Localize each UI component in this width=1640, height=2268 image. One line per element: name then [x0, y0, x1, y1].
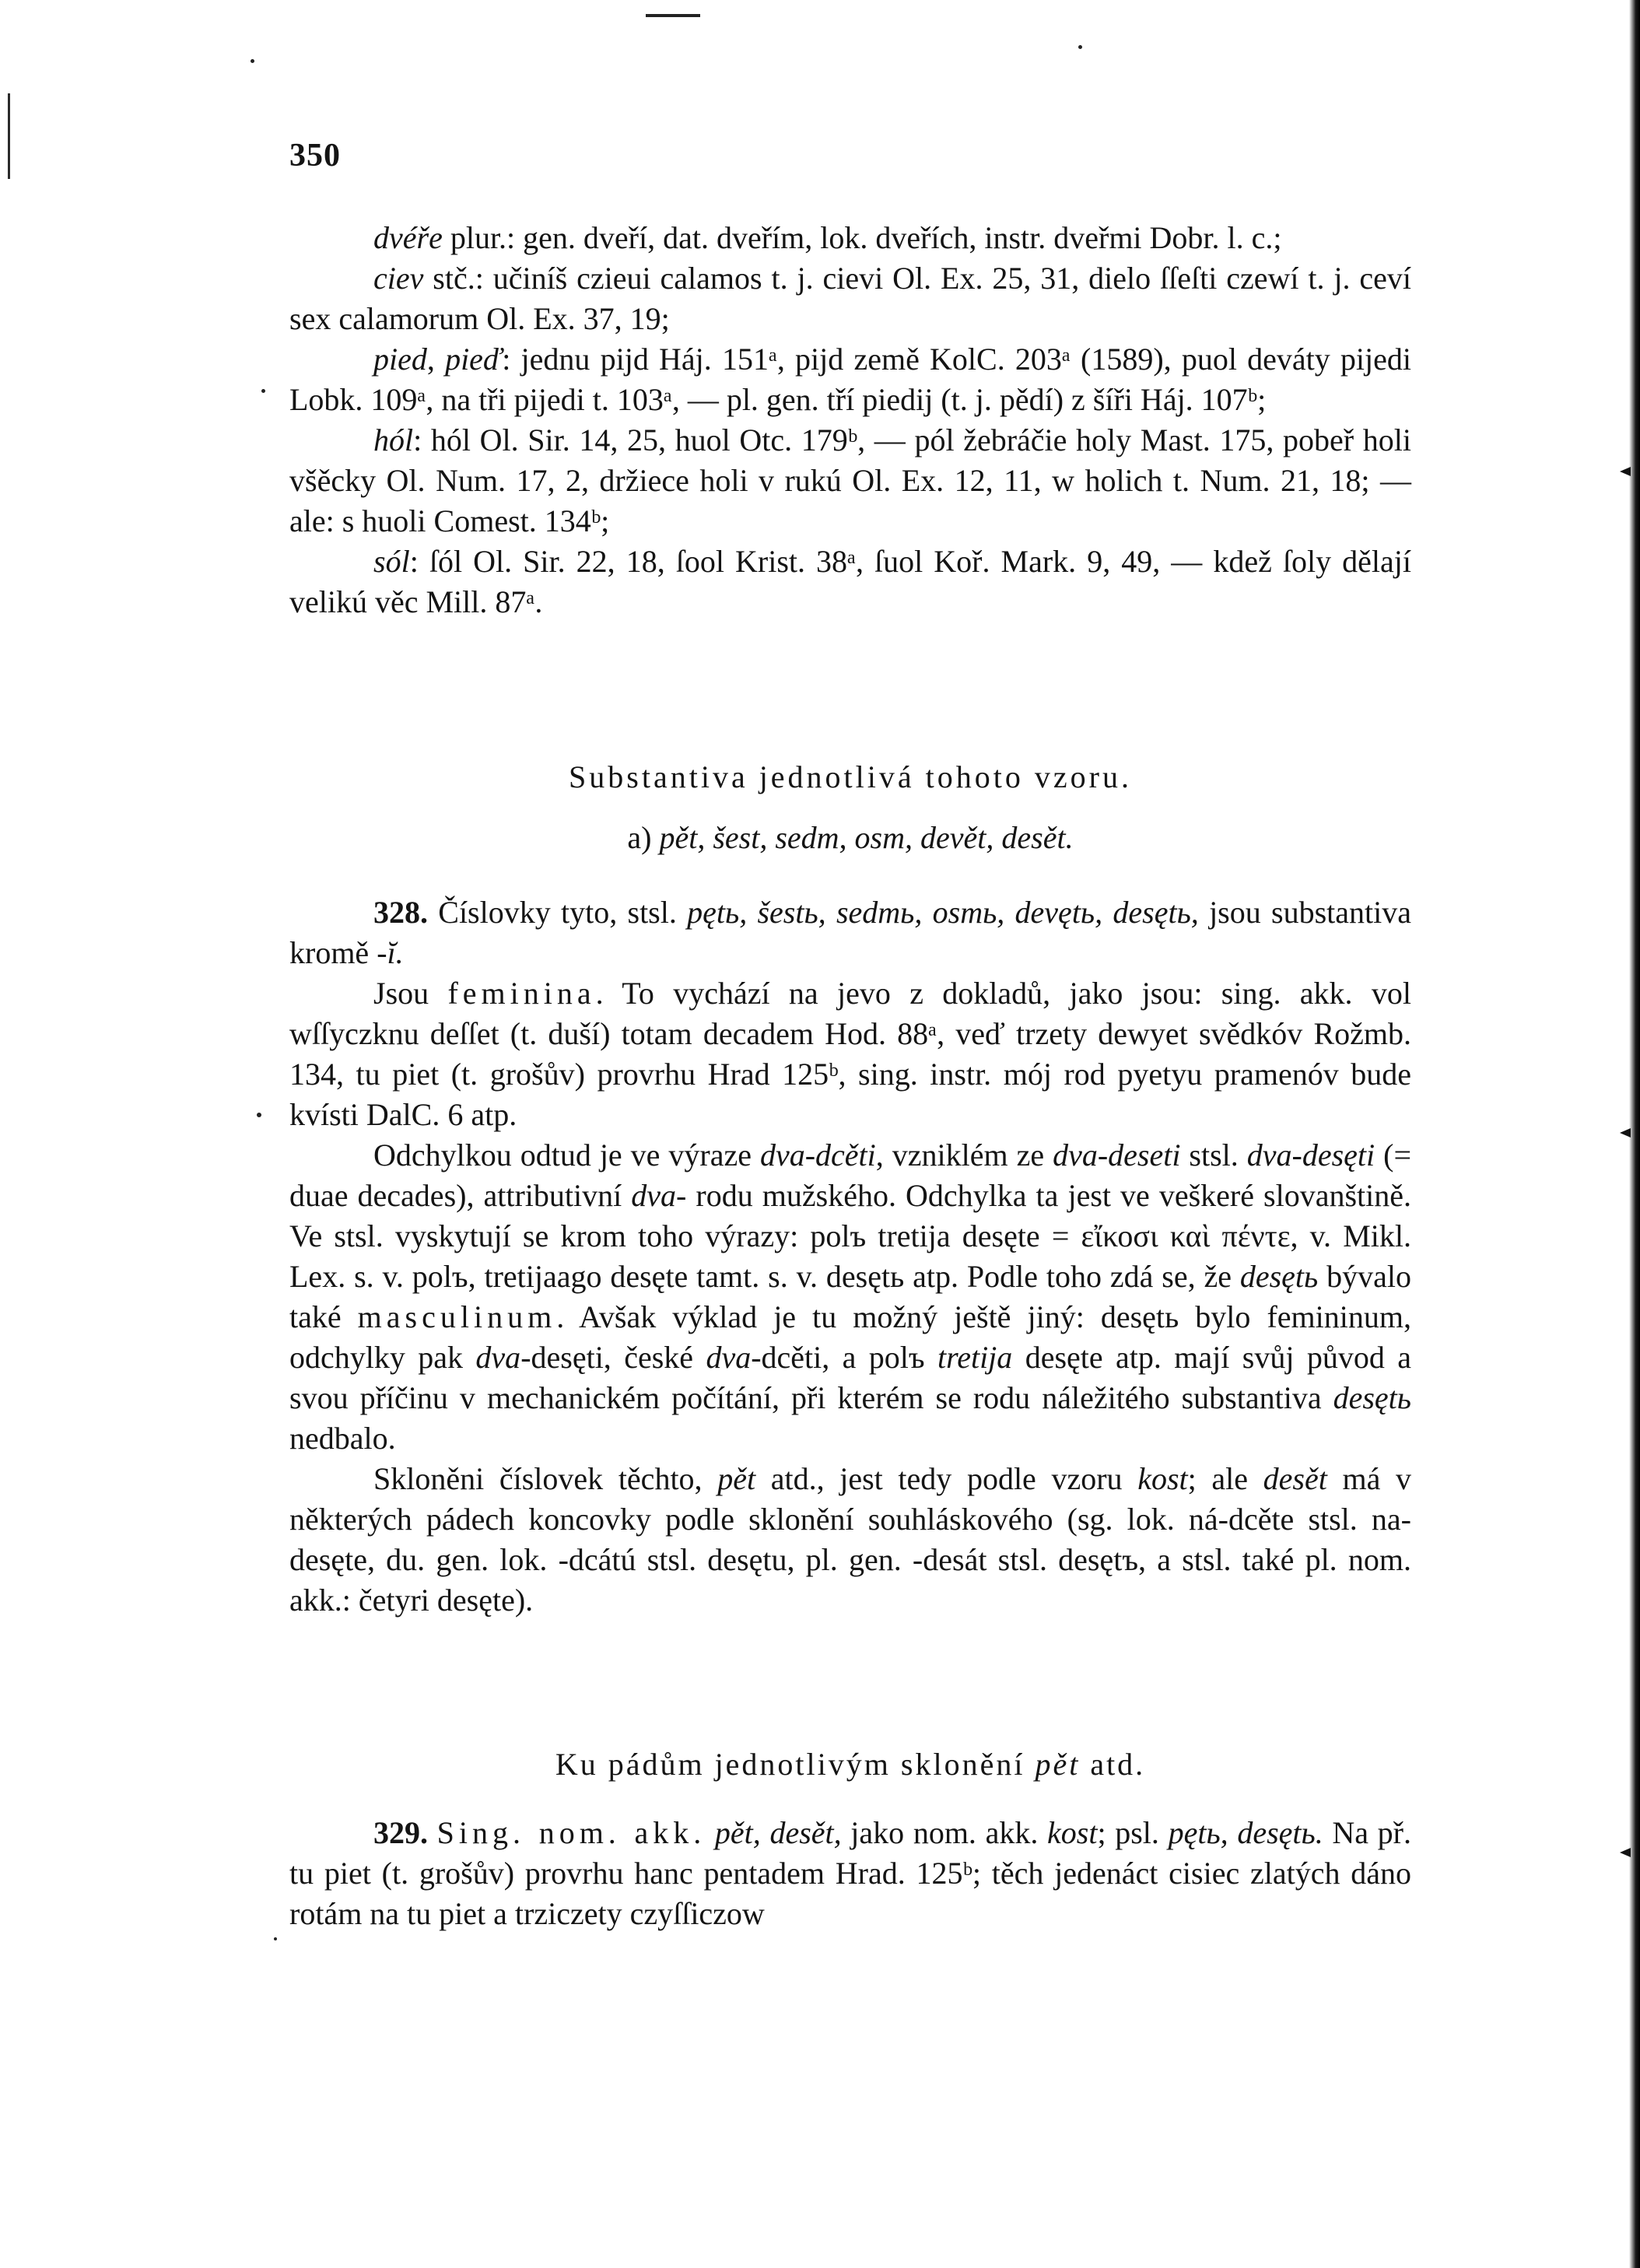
scan-mark: [8, 93, 10, 179]
heading-italic: pět: [1035, 1747, 1081, 1782]
headword: pieď: [445, 342, 503, 377]
scan-speck: [257, 1113, 261, 1117]
italic-run: desět: [1263, 1461, 1327, 1496]
entry-pied: [289, 339, 1411, 420]
scan-edge: [1629, 0, 1640, 2268]
text-run: , vzniklém ze: [875, 1138, 1053, 1173]
entry-text: stč.: učiníš czieui calamos t. j. cievi Ol. Ex. 25, 31, dielo ſſeſti czewí t. j. ceví sex calamorum Ol. Ex. 37, 19;: [289, 261, 1411, 336]
scan-speck: [251, 59, 254, 63]
italic-run: dva-desęti: [1246, 1138, 1375, 1173]
italic-run: pět, desět,: [714, 1815, 842, 1850]
headword: ciev: [373, 261, 424, 296]
text-run: ; psl.: [1097, 1815, 1169, 1850]
text-run: -desęti, české: [520, 1340, 706, 1375]
italic-run: dva-dcěti: [759, 1138, 876, 1173]
text-run: ; ale: [1187, 1461, 1263, 1496]
scan-speck: [274, 1937, 277, 1940]
entry-text: : ſól Ol. Sir. 22, 18, ſool Krist. 38ᵃ, ſuol Koř. Mark. 9, 49, — kdež ſoly dělají velikú věc Mill. 87ᵃ.: [289, 544, 1411, 619]
italic-run: tretija: [937, 1340, 1013, 1375]
text-run: stsl.: [1180, 1138, 1247, 1173]
italic-run: desętь: [1333, 1380, 1411, 1415]
italic-run: pętь, šestь, sedmь, osmь, devętь, desętь,: [687, 895, 1199, 930]
margin-mark: [1620, 1848, 1631, 1857]
text-run: jsou substantiva kromě: [289, 895, 1411, 970]
section-heading: Substantiva jednotlivá tohoto vzoru.: [569, 759, 1132, 794]
italic-run: desętь: [1239, 1259, 1319, 1294]
italic-run: kost: [1137, 1461, 1188, 1496]
text-run: Na př. tu piet (t. grošův) provrhu hanc pentadem Hrad. 125ᵇ; těch jedenáct cisiec zlatých dáno rotám na tu piet a trziczety czyſſiczow: [289, 1815, 1411, 1931]
subsection-heading: [289, 819, 1411, 856]
headword: hól: [373, 422, 414, 457]
entry-hol: [289, 420, 1411, 542]
entry-dvere: [289, 218, 1411, 258]
paragraph-328: [289, 892, 1411, 973]
entry-text: plur.: gen. dveří, dat. dveřím, lok. dveřích, instr. dveřmi Dobr. l. c.;: [442, 220, 1282, 255]
italic-run: dva: [706, 1340, 752, 1375]
headword: dvéře: [373, 220, 443, 255]
entry-text: : hól Ol. Sir. 14, 25, huol Otc. 179ᵇ, — pól žebráčie holy Mast. 175, pobeř holi všěcky Ol. Num. 17, 2, držiece holi v rukú Ol. Ex. 12, 11, w holich t. Num. 21, 18; — ale: s huoli Comest. 134ᵇ;: [289, 422, 1411, 538]
italic-run: dva: [475, 1340, 521, 1375]
text-run: desęte atp. mají svůj původ a svou příčinu v mechanickém počítání, při kterém se rodu náležitého substantiva: [289, 1340, 1412, 1415]
italic-run: dva-: [631, 1178, 687, 1213]
italic-run: dva-deseti: [1053, 1138, 1181, 1173]
italic-run: pět: [717, 1461, 756, 1496]
section-329-block: [289, 1813, 1411, 1934]
headword: sól: [373, 544, 410, 579]
section-number: 329.: [373, 1815, 428, 1850]
scan-speck: [1078, 45, 1082, 49]
text-run: nedbalo.: [289, 1421, 396, 1456]
text-run: Číslovky tyto, stsl.: [428, 895, 688, 930]
subsection-words: pět, šest, sedm, osm, devět, desět.: [659, 820, 1074, 855]
headword: pied: [373, 342, 427, 377]
italic-run: kost: [1047, 1815, 1098, 1850]
text-run: jako nom. akk.: [841, 1815, 1048, 1850]
text-run: [428, 1815, 437, 1850]
text-run: -dcěti, a polъ: [751, 1340, 937, 1375]
section-328-block: [289, 892, 1411, 1621]
text-run: atd., jest tedy podle vzoru: [755, 1461, 1138, 1496]
spaced-term: feminina: [447, 976, 596, 1011]
italic-run: pętь, desętь.: [1168, 1815, 1323, 1850]
spaced-term: Sing. nom. akk.: [436, 1815, 706, 1850]
italic-run: -ĭ.: [377, 935, 404, 970]
heading-text: atd.: [1080, 1747, 1146, 1782]
spaced-term: masculinum: [357, 1299, 557, 1334]
text-run: rodu mužského. Odchylka ta jest ve veškeré slovanštině. Ve stsl. vyskytují se krom toho výrazy: polъ tretija desęte = εἴκοσι καὶ πέντε, v. Mikl. Lex. s. v. polъ, tretijaago desęte tamt. s. v. desętь atp. Podle toho zdá se, že: [289, 1178, 1412, 1294]
margin-mark: [1620, 467, 1631, 476]
scan-speck: [261, 389, 265, 393]
entries-block: [289, 218, 1411, 622]
text-run: . To vychází na jevo z dokladů, jako jsou: sing. akk. vol wſſyczknu deſſet (t. duší) totam decadem Hod. 88ᵃ, veď trzety dewyet svědkóv Rožmb. 134, tu piet (t. grošův) provrhu Hrad 125ᵇ, sing. instr. mój rod pyetyu pramenóv bude kvísti DalC. 6 atp.: [289, 976, 1411, 1132]
scan-mark: [646, 14, 700, 17]
heading-text: Ku pádům jednotlivým sklonění: [555, 1747, 1036, 1782]
margin-mark: [1620, 1128, 1631, 1138]
paragraph-feminina: [289, 973, 1411, 1135]
separator: ,: [426, 342, 446, 377]
entry-text: : jednu pijd Háj. 151ᵃ, pijd země KolC. 203ᵃ (1589), puol deváty pijedi Lobk. 109ᵃ, na tři pijedi t. 103ᵃ, — pl. gen. tří piedij (t. j. pědí) z šíři Háj. 107ᵇ;: [289, 342, 1412, 417]
subsection-label: a): [627, 820, 660, 855]
entry-sol: [289, 542, 1411, 622]
text-run: Jsou: [373, 976, 448, 1011]
text-run: Odchylkou odtud je ve výraze: [373, 1138, 760, 1173]
paragraph-329: [289, 1813, 1411, 1934]
section-heading-2: [289, 1746, 1411, 1783]
paragraph-skloneni: [289, 1459, 1411, 1621]
entry-ciev: [289, 258, 1411, 339]
text-run: má v některých pádech koncovky podle sklonění souhláskového (sg. lok. ná-dcěte stsl. na-desęte, du. gen. lok. -dcátú stsl. desętu, pl. gen. -desát stsl. desętъ, a stsl. také pl. nom. akk.: četyri desęte).: [289, 1461, 1412, 1618]
text-run: . Avšak výklad je tu možný ještě jiný: desętь bylo femininum, odchylky pak: [289, 1299, 1411, 1375]
text-run: Skloněni číslovek těchto,: [373, 1461, 718, 1496]
section-number: 328.: [373, 895, 428, 930]
text-run: [706, 1815, 715, 1850]
paragraph-odchylka: [289, 1135, 1411, 1459]
text-run: bývalo také: [289, 1259, 1411, 1334]
text-run: (= duae decades), attributivní: [289, 1138, 1412, 1213]
page-number: 350: [289, 138, 341, 174]
